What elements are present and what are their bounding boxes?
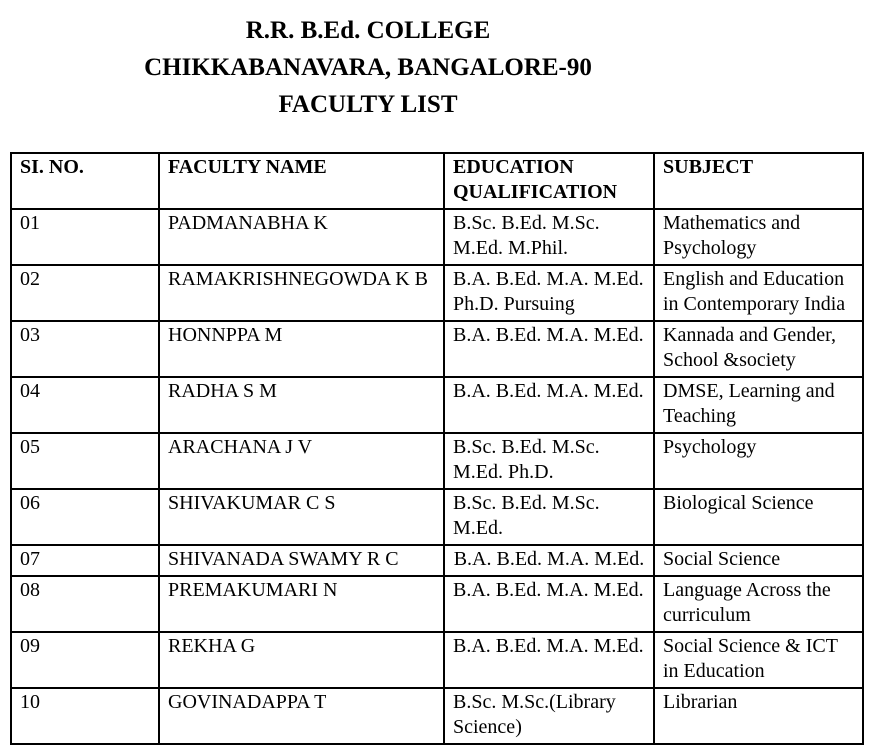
cell-si-no: 06 <box>11 489 159 545</box>
cell-qualification: B.A. B.Ed. M.A. M.Ed. Ph.D. Pursuing <box>444 265 654 321</box>
cell-faculty-name: GOVINADAPPA T <box>159 688 444 744</box>
cell-si-no: 01 <box>11 209 159 265</box>
cell-qualification: B.A. B.Ed. M.A. M.Ed. <box>444 576 654 632</box>
table-row <box>11 489 863 545</box>
list-heading: FACULTY LIST <box>278 91 458 118</box>
table-row <box>11 433 863 489</box>
cell-faculty-name: RADHA S M <box>159 377 444 433</box>
cell-faculty-name: SHIVANADA SWAMY R C <box>159 545 444 576</box>
college-address: CHIKKABANAVARA, BANGALORE-90 <box>144 54 592 81</box>
table-row <box>11 265 863 321</box>
cell-si-no: 08 <box>11 576 159 632</box>
cell-qualification: B.A. B.Ed. M.A. M.Ed. <box>444 632 654 688</box>
cell-subject: Language Across the curriculum <box>654 576 863 632</box>
table-row <box>11 321 863 377</box>
cell-qualification: B.A. B.Ed. M.A. M.Ed. <box>444 545 654 576</box>
cell-qualification: B.Sc. B.Ed. M.Sc. M.Ed. <box>444 489 654 545</box>
cell-faculty-name: HONNPPA M <box>159 321 444 377</box>
cell-faculty-name: REKHA G <box>159 632 444 688</box>
cell-si-no: 10 <box>11 688 159 744</box>
cell-qualification: B.Sc. B.Ed. M.Sc. M.Ed. Ph.D. <box>444 433 654 489</box>
table-row <box>11 632 863 688</box>
cell-subject: Social Science <box>654 545 863 576</box>
cell-subject: Psychology <box>654 433 863 489</box>
table-row <box>11 688 863 744</box>
cell-faculty-name: PADMANABHA K <box>159 209 444 265</box>
cell-si-no: 02 <box>11 265 159 321</box>
cell-qualification: B.Sc. B.Ed. M.Sc. M.Ed. M.Phil. <box>444 209 654 265</box>
table-header-row <box>11 153 863 209</box>
cell-qualification: B.A. B.Ed. M.A. M.Ed. <box>444 377 654 433</box>
cell-si-no: 03 <box>11 321 159 377</box>
cell-subject: DMSE, Learning and Teaching <box>654 377 863 433</box>
cell-qualification: B.Sc. M.Sc.(Library Science) <box>444 688 654 744</box>
cell-faculty-name: ARACHANA J V <box>159 433 444 489</box>
cell-si-no: 07 <box>11 545 159 576</box>
cell-si-no: 09 <box>11 632 159 688</box>
table-row <box>11 545 863 576</box>
table-row <box>11 209 863 265</box>
cell-qualification: B.A. B.Ed. M.A. M.Ed. <box>444 321 654 377</box>
college-name: R.R. B.Ed. COLLEGE <box>245 17 491 44</box>
column-header-subject: SUBJECT <box>654 153 863 209</box>
cell-si-no: 04 <box>11 377 159 433</box>
cell-subject: Mathematics and Psychology <box>654 209 863 265</box>
cell-subject: Kannada and Gender, School &society <box>654 321 863 377</box>
column-header-faculty-name: FACULTY NAME <box>159 153 444 209</box>
table-row <box>11 576 863 632</box>
cell-subject: Biological Science <box>654 489 863 545</box>
table-row <box>11 377 863 433</box>
cell-faculty-name: RAMAKRISHNEGOWDA K B <box>159 265 444 321</box>
cell-subject: Social Science & ICT in Education <box>654 632 863 688</box>
column-header-qualification: EDUCATION QUALIFICATION <box>444 153 654 209</box>
document-title <box>0 12 736 123</box>
cell-si-no: 05 <box>11 433 159 489</box>
cell-subject: English and Education in Contemporary India <box>654 265 863 321</box>
column-header-si-no: SI. NO. <box>11 153 159 209</box>
cell-faculty-name: PREMAKUMARI N <box>159 576 444 632</box>
cell-faculty-name: SHIVAKUMAR C S <box>159 489 444 545</box>
faculty-table <box>10 152 864 745</box>
cell-subject: Librarian <box>654 688 863 744</box>
